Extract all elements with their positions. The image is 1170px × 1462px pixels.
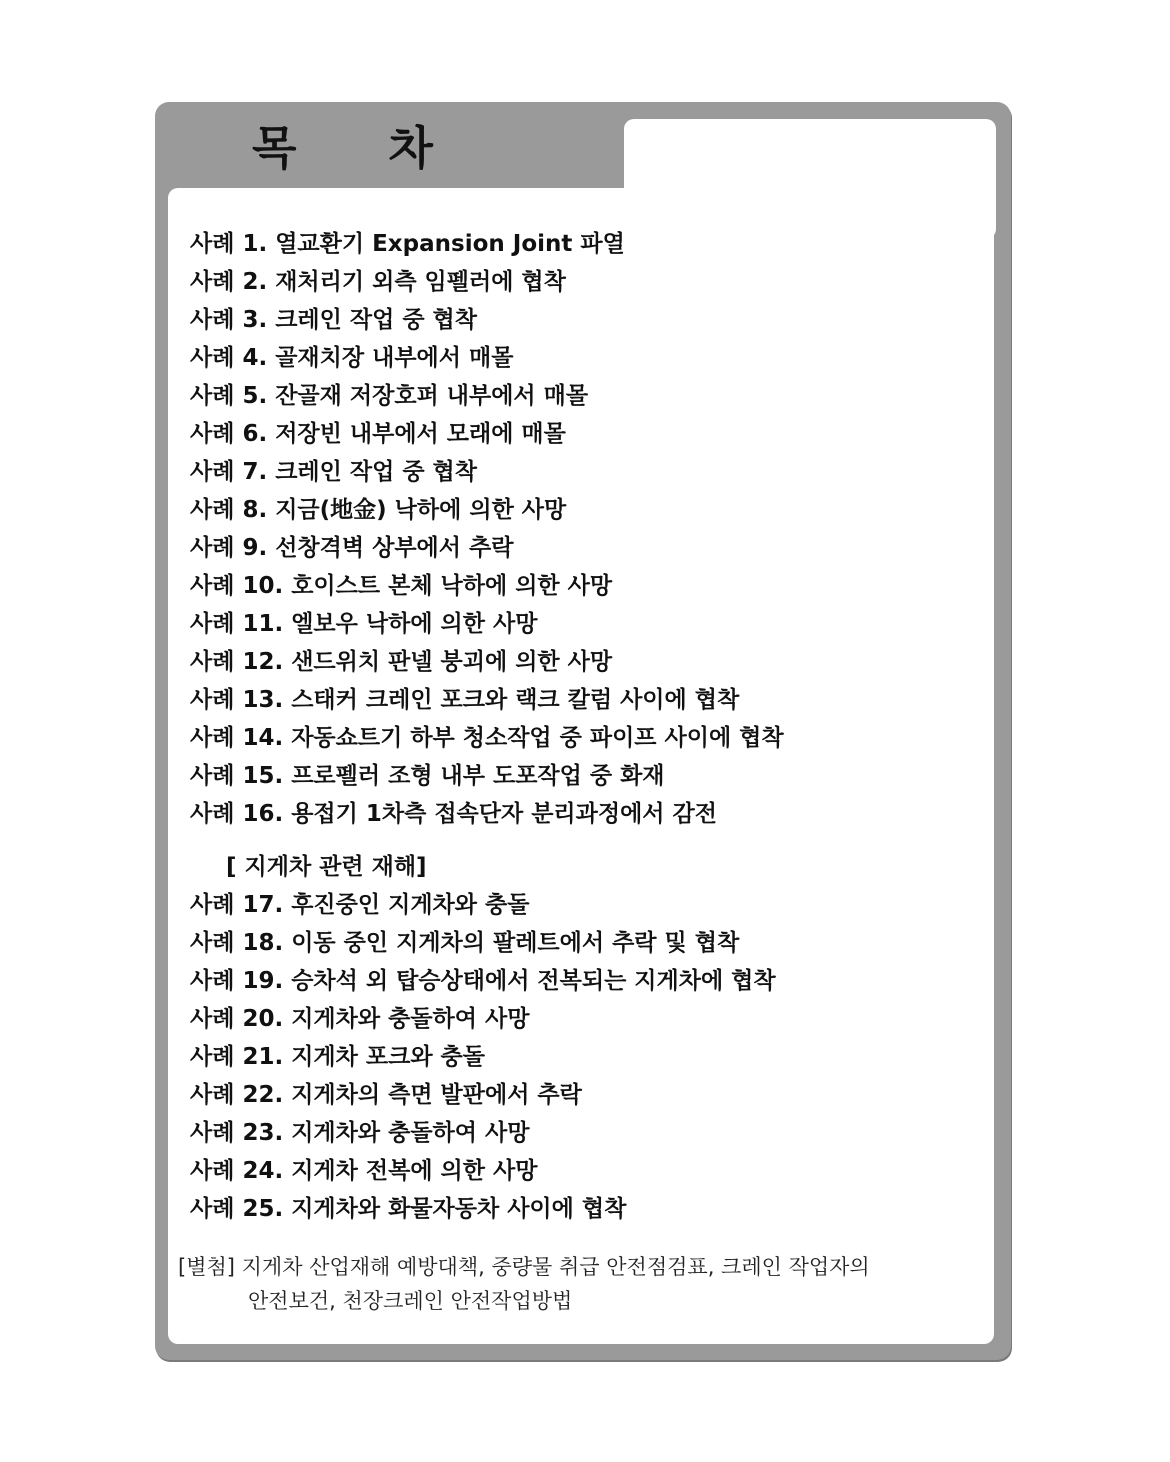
case-number: 12. — [242, 649, 284, 675]
case-number: 8. — [242, 497, 268, 523]
attachment-note — [178, 1250, 978, 1318]
case-number: 2. — [242, 269, 268, 295]
case-number: 14. — [242, 725, 284, 751]
case-title: 골재치장 내부에서 매몰 — [275, 345, 514, 371]
case-number: 22. — [242, 1082, 284, 1108]
case-title: 프로펠러 조형 내부 도포작업 중 화재 — [291, 763, 665, 789]
list-item[interactable]: 사례 19. 승차석 외 탑승상태에서 전복되는 지게차에 협착 — [190, 968, 776, 994]
case-number: 9. — [242, 535, 268, 561]
case-title: 크레인 작업 중 협착 — [275, 459, 477, 485]
list-item[interactable]: 사례 7. 크레인 작업 중 협착 — [190, 459, 477, 485]
case-title: 자동쇼트기 하부 청소작업 중 파이프 사이에 협착 — [291, 725, 784, 751]
case-title: 재처리기 외측 임펠러에 협착 — [275, 269, 566, 295]
case-title: 지게차와 충돌하여 사망 — [291, 1006, 530, 1032]
case-number: 3. — [242, 307, 268, 333]
attachment-line-2: 안전보건, 천장크레인 안전작업방법 — [248, 1289, 573, 1313]
list-item[interactable]: 사례 5. 잔골재 저장호퍼 내부에서 매몰 — [190, 383, 589, 409]
case-number: 20. — [242, 1006, 284, 1032]
list-item[interactable]: 사례 6. 저장빈 내부에서 모래에 매몰 — [190, 421, 566, 447]
case-number: 7. — [242, 459, 268, 485]
case-number: 24. — [242, 1158, 284, 1184]
case-number: 6. — [242, 421, 268, 447]
case-title: 승차석 외 탑승상태에서 전복되는 지게차에 협착 — [291, 968, 776, 994]
list-item[interactable]: 사례 14. 자동쇼트기 하부 청소작업 중 파이프 사이에 협착 — [190, 725, 784, 751]
case-title: 지게차의 측면 발판에서 추락 — [291, 1082, 582, 1108]
list-item[interactable]: 사례 8. 지금(地金) 낙하에 의한 사망 — [190, 497, 567, 523]
case-title: 지게차 포크와 충돌 — [291, 1044, 485, 1070]
list-item[interactable]: 사례 25. 지게차와 화물자동차 사이에 협착 — [190, 1196, 627, 1222]
attachment-line-1: [별첨] 지게차 산업재해 예방대책, 중량물 취급 안전점검표, 크레인 작업자의 — [178, 1255, 870, 1279]
case-title: 선창격벽 상부에서 추락 — [275, 535, 514, 561]
case-list — [190, 225, 980, 833]
forklift-case-list — [190, 886, 980, 1228]
case-number: 18. — [242, 930, 284, 956]
case-title: 엘보우 낙하에 의한 사망 — [291, 611, 538, 637]
list-item[interactable]: 사례 10. 호이스트 본체 낙하에 의한 사망 — [190, 573, 613, 599]
list-item[interactable]: 사례 4. 골재치장 내부에서 매몰 — [190, 345, 514, 371]
list-item[interactable]: 사례 1. 열교환기 Expansion Joint 파열 — [190, 231, 625, 257]
case-number: 23. — [242, 1120, 284, 1146]
case-title: 지게차와 충돌하여 사망 — [291, 1120, 530, 1146]
case-title: 용접기 1차측 접속단자 분리과정에서 감전 — [291, 801, 717, 827]
case-number: 25. — [242, 1196, 284, 1222]
toc-title-char-2: 차 — [388, 121, 433, 175]
case-title: 샌드위치 판넬 붕괴에 의한 사망 — [291, 649, 613, 675]
case-number: 4. — [242, 345, 268, 371]
toc-title-char-1: 목 — [252, 121, 297, 175]
list-item[interactable]: 사례 15. 프로펠러 조형 내부 도포작업 중 화재 — [190, 763, 665, 789]
list-item[interactable]: 사례 22. 지게차의 측면 발판에서 추락 — [190, 1082, 582, 1108]
list-item[interactable]: 사례 11. 엘보우 낙하에 의한 사망 — [190, 611, 538, 637]
case-number: 10. — [242, 573, 284, 599]
case-number: 11. — [242, 611, 284, 637]
list-item[interactable]: 사례 23. 지게차와 충돌하여 사망 — [190, 1120, 530, 1146]
list-item[interactable]: 사례 9. 선창격벽 상부에서 추락 — [190, 535, 514, 561]
list-item[interactable]: 사례 13. 스태커 크레인 포크와 랙크 칼럼 사이에 협착 — [190, 687, 740, 713]
case-number: 16. — [242, 801, 284, 827]
toc-title — [252, 118, 433, 178]
list-item[interactable]: 사례 21. 지게차 포크와 충돌 — [190, 1044, 485, 1070]
case-title: 이동 중인 지게차의 팔레트에서 추락 및 협착 — [291, 930, 740, 956]
case-number: 13. — [242, 687, 284, 713]
case-title: 지금(地金) 낙하에 의한 사망 — [275, 497, 567, 523]
case-title: 저장빈 내부에서 모래에 매몰 — [275, 421, 566, 447]
list-item[interactable]: 사례 18. 이동 중인 지게차의 팔레트에서 추락 및 협착 — [190, 930, 740, 956]
case-title: 열교환기 Expansion Joint 파열 — [275, 231, 625, 257]
case-title: 잔골재 저장호퍼 내부에서 매몰 — [275, 383, 589, 409]
case-title: 지게차와 화물자동차 사이에 협착 — [291, 1196, 627, 1222]
case-number: 5. — [242, 383, 268, 409]
list-item[interactable]: 사례 20. 지게차와 충돌하여 사망 — [190, 1006, 530, 1032]
list-item[interactable]: 사례 24. 지게차 전복에 의한 사망 — [190, 1158, 538, 1184]
case-title: 후진중인 지게차와 충돌 — [291, 892, 530, 918]
list-item[interactable]: 사례 2. 재처리기 외측 임펠러에 협착 — [190, 269, 566, 295]
case-title: 지게차 전복에 의한 사망 — [291, 1158, 538, 1184]
case-number: 15. — [242, 763, 284, 789]
list-item[interactable]: 사례 3. 크레인 작업 중 협착 — [190, 307, 477, 333]
list-item[interactable]: 사례 12. 샌드위치 판넬 붕괴에 의한 사망 — [190, 649, 613, 675]
list-item[interactable]: 사례 16. 용접기 1차측 접속단자 분리과정에서 감전 — [190, 801, 717, 827]
case-number: 17. — [242, 892, 284, 918]
case-title: 크레인 작업 중 협착 — [275, 307, 477, 333]
case-title: 스태커 크레인 포크와 랙크 칼럼 사이에 협착 — [291, 687, 740, 713]
forklift-section-heading: [ 지게차 관련 재해] — [226, 854, 427, 880]
case-title: 호이스트 본체 낙하에 의한 사망 — [291, 573, 613, 599]
case-number: 21. — [242, 1044, 284, 1070]
list-item[interactable]: 사례 17. 후진중인 지게차와 충돌 — [190, 892, 530, 918]
case-number: 19. — [242, 968, 284, 994]
case-number: 1. — [242, 231, 268, 257]
